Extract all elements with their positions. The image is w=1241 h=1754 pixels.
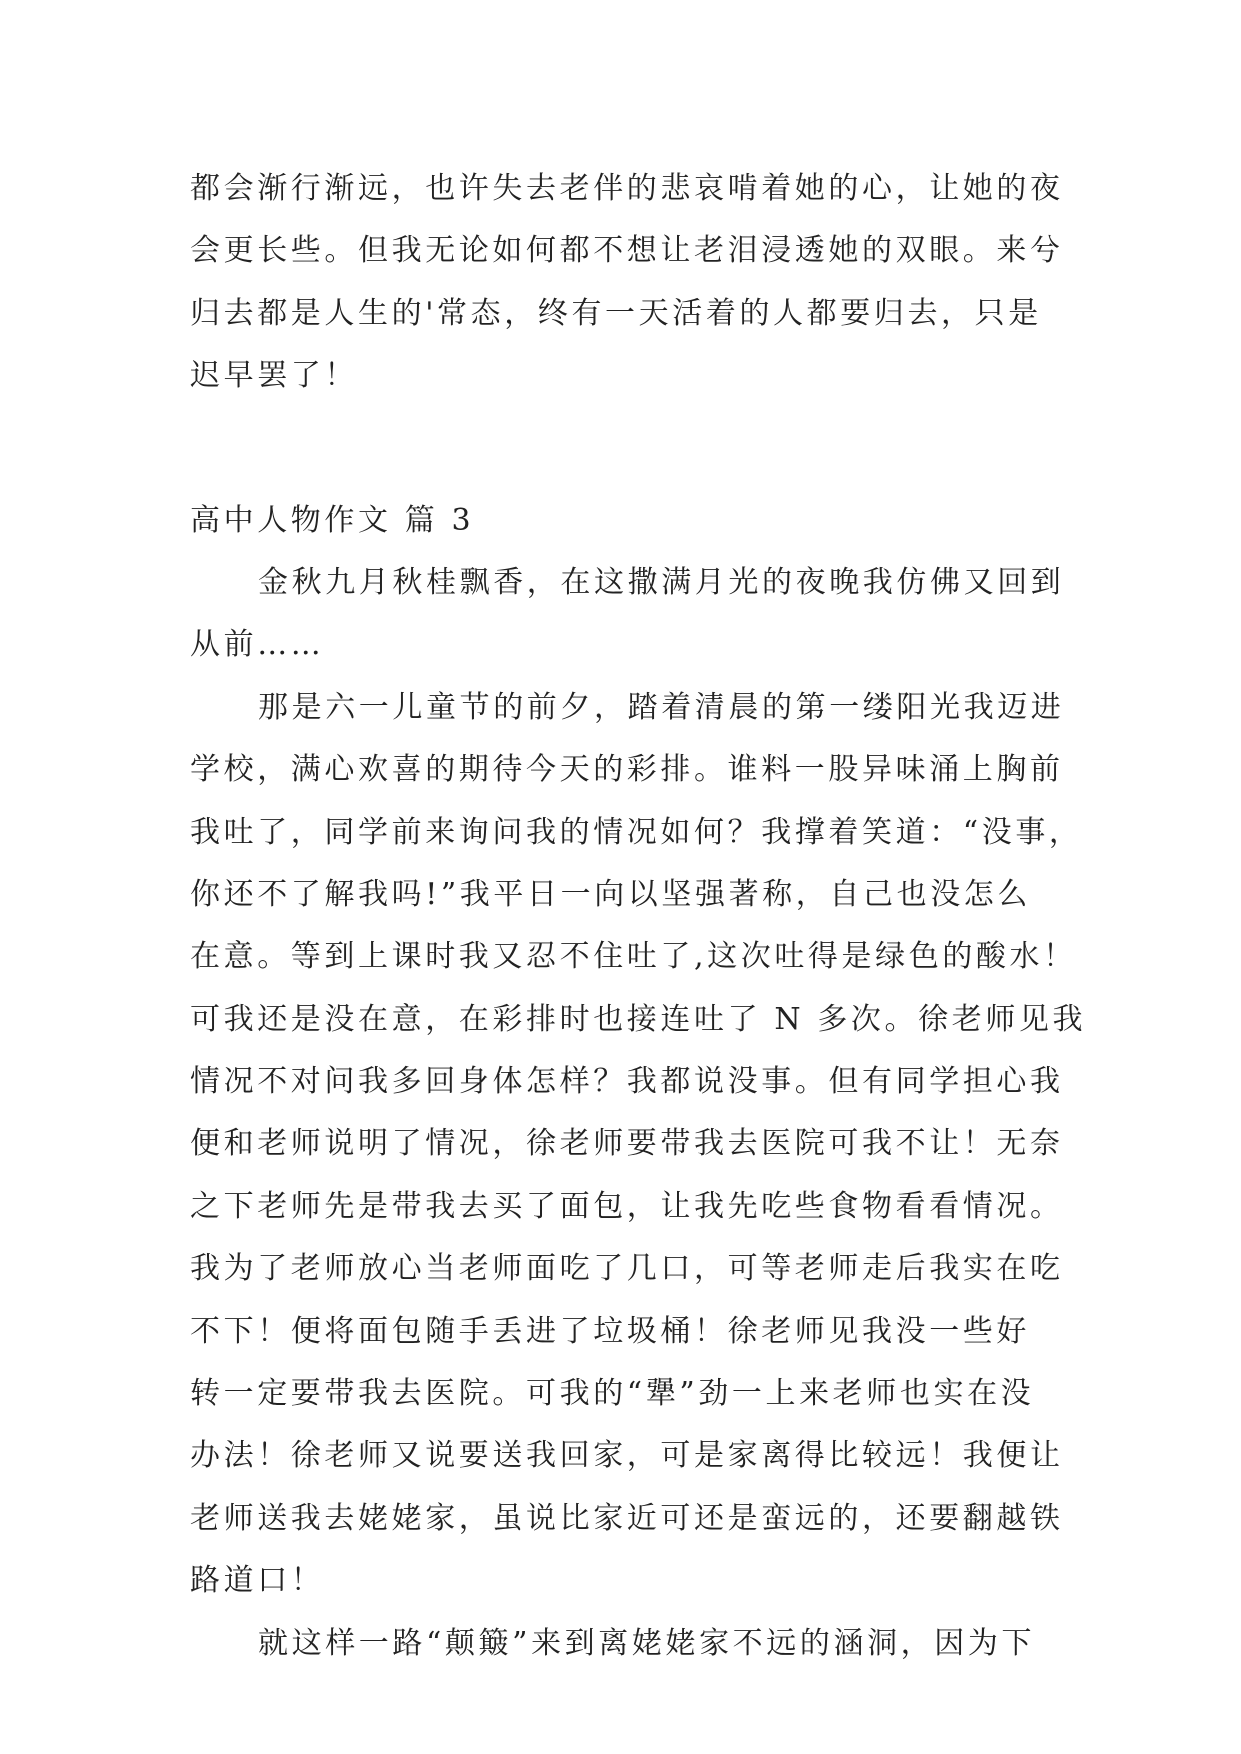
text-line: 我为了老师放心当老师面吃了几口，可等老师走后我实在吃 <box>190 1251 1064 1287</box>
section-spacer <box>190 408 1070 490</box>
text-line: 会更长些。但我无论如何都不想让老泪浸透她的双眼。来兮 <box>190 233 1064 269</box>
text-line: 情况不对问我多回身体怎样？我都说没事。但有同学担心我 <box>190 1064 1064 1100</box>
text-line: 金秋九月秋桂飘香，在这撒满月光的夜晚我仿佛又回到 <box>258 564 1065 600</box>
intro-paragraph <box>190 158 1070 408</box>
text-line: 学校，满心欢喜的期待今天的彩排。谁料一股异味涌上胸前 <box>190 752 1064 788</box>
text-line: 便和老师说明了情况，徐老师要带我去医院可我不让！无奈 <box>190 1126 1064 1162</box>
text-line: 在意。等到上课时我又忍不住吐了,这次吐得是绿色的酸水！ <box>190 939 1077 975</box>
text-line: 不下！便将面包随手丢进了垃圾桶！徐老师见我没一些好 <box>190 1313 1030 1349</box>
text-line: 转一定要带我去医院。可我的“犟”劲一上来老师也实在没 <box>190 1376 1035 1412</box>
text-line: 就这样一路“颠簸”来到离姥姥家不远的涵洞，因为下 <box>258 1625 1036 1661</box>
text-line: 都会渐行渐远，也许失去老伴的悲哀啃着她的心，让她的夜 <box>190 171 1064 206</box>
section-heading: 高中人物作文 篇 3 <box>190 502 475 538</box>
text-line: 从前…… <box>190 627 325 663</box>
text-line: 老师送我去姥姥家，虽说比家近可还是蛮远的，还要翻越铁 <box>190 1500 1064 1536</box>
text-line: 我吐了，同学前来询问我的情况如何？我撑着笑道：“没事， <box>190 814 1083 850</box>
paragraph-story <box>190 677 1087 1613</box>
text-line: 那是六一儿童节的前夕，踏着清晨的第一缕阳光我迈进 <box>258 689 1065 725</box>
text-line: 路道口！ <box>190 1563 325 1599</box>
text-line: 办法！徐老师又说要送我回家，可是家离得比较远！我便让 <box>190 1438 1064 1474</box>
paragraph-opening <box>190 552 1070 677</box>
paragraph-journey <box>190 1613 1070 1675</box>
document-body <box>190 158 1087 1675</box>
text-line: 之下老师先是带我去买了面包，让我先吃些食物看看情况。 <box>190 1188 1064 1224</box>
text-line: 归去都是人生的'常态，终有一天活着的人都要归去，只是 <box>190 295 1042 331</box>
text-line: 迟早罢了！ <box>190 358 358 394</box>
text-line: 可我还是没在意，在彩排时也接连吐了 N 多次。徐老师见我 <box>190 1001 1087 1037</box>
text-line: 你还不了解我吗!”我平日一向以坚强著称，自己也没怎么 <box>190 876 1031 912</box>
